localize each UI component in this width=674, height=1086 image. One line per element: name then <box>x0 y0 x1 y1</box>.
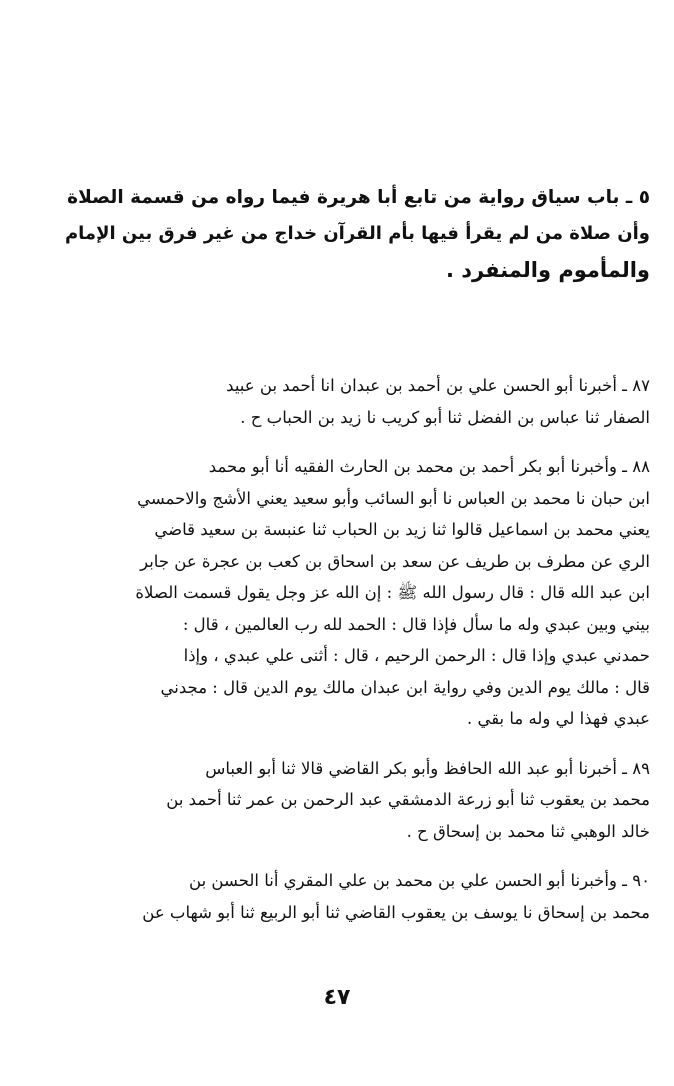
text-line: ٨٨ ـ وأخبرنا أبو بكر أحمد بن محمد بن الحارث الفقيه أنا أبو محمد <box>208 457 650 476</box>
hadith-90 <box>78 865 650 928</box>
hadith-87 <box>78 370 650 433</box>
text-line: حمدني عبدي وإذا قال : الرحمن الرحيم ، قال : أثنى علي عبدي ، وإذا <box>183 646 650 665</box>
chapter-heading-line: ٥ ـ باب سياق رواية من تابع أبا هريرة فيما رواه من قسمة الصلاة <box>67 187 650 208</box>
text-line: ٨٧ ـ أخبرنا أبو الحسن علي بن أحمد بن عبدان انا أحمد بن عبيد <box>226 376 650 395</box>
text-line: الري عن مطرف بن طريف عن سعد بن اسحاق بن كعب بن عجرة عن جابر <box>140 551 650 571</box>
page-number: ٤٧ <box>323 985 351 1010</box>
text-line: الصفار ثنا عباس بن الفضل ثنا أبو كريب نا زيد بن الحباب ح . <box>240 407 650 427</box>
text-line: بيني وبين عبدي وله ما سأل فإذا قال : الحمد لله رب العالمين ، قال : <box>182 614 650 634</box>
text-line: ٩٠ ـ وأخبرنا أبو الحسن علي بن محمد بن علي المقري أنا الحسن بن <box>189 871 650 890</box>
text-line: محمد بن إسحاق نا يوسف بن يعقوب القاضي ثنا أبو الربيع ثنا أبو شهاب عن <box>142 902 650 922</box>
text-line: خالد الوهبي ثنا محمد بن إسحاق ح . <box>406 821 650 841</box>
text-line: ابن حبان نا محمد بن العباس نا أبو السائب وأبو سعيد يعني الأشج والاحمسي <box>137 488 650 508</box>
text-line: ابن عبد الله قال : قال رسول الله ﷺ : إن الله عز وجل يقول قسمت الصلاة <box>135 583 650 602</box>
text-line: يعني محمد بن اسماعيل قالوا ثنا زيد بن الحباب ثنا عنبسة بن سعيد قاضي <box>154 520 650 539</box>
hadith-list <box>78 370 650 946</box>
chapter-heading <box>60 180 650 288</box>
text-line: قال : مالك يوم الدين وفي رواية ابن عبدان مالك يوم الدين قال : مجدني <box>160 677 650 697</box>
text-line: محمد بن يعقوب ثنا أبو زرعة الدمشقي عبد الرحمن بن عمر ثنا أحمد بن <box>166 790 650 809</box>
text-line: ٨٩ ـ أخبرنا أبو عبد الله الحافظ وأبو بكر القاضي قالا ثنا أبو العباس <box>205 758 650 778</box>
hadith-89 <box>78 753 650 848</box>
chapter-heading-line: والمأموم والمنفرد . <box>445 258 650 282</box>
chapter-heading-line: وأن صلاة من لم يقرأ فيها بأم القرآن خداج من غير فرق بين الإمام <box>64 223 650 244</box>
text-line: عبدي فهذا لي وله ما بقي . <box>466 709 650 728</box>
hadith-88 <box>78 451 650 735</box>
